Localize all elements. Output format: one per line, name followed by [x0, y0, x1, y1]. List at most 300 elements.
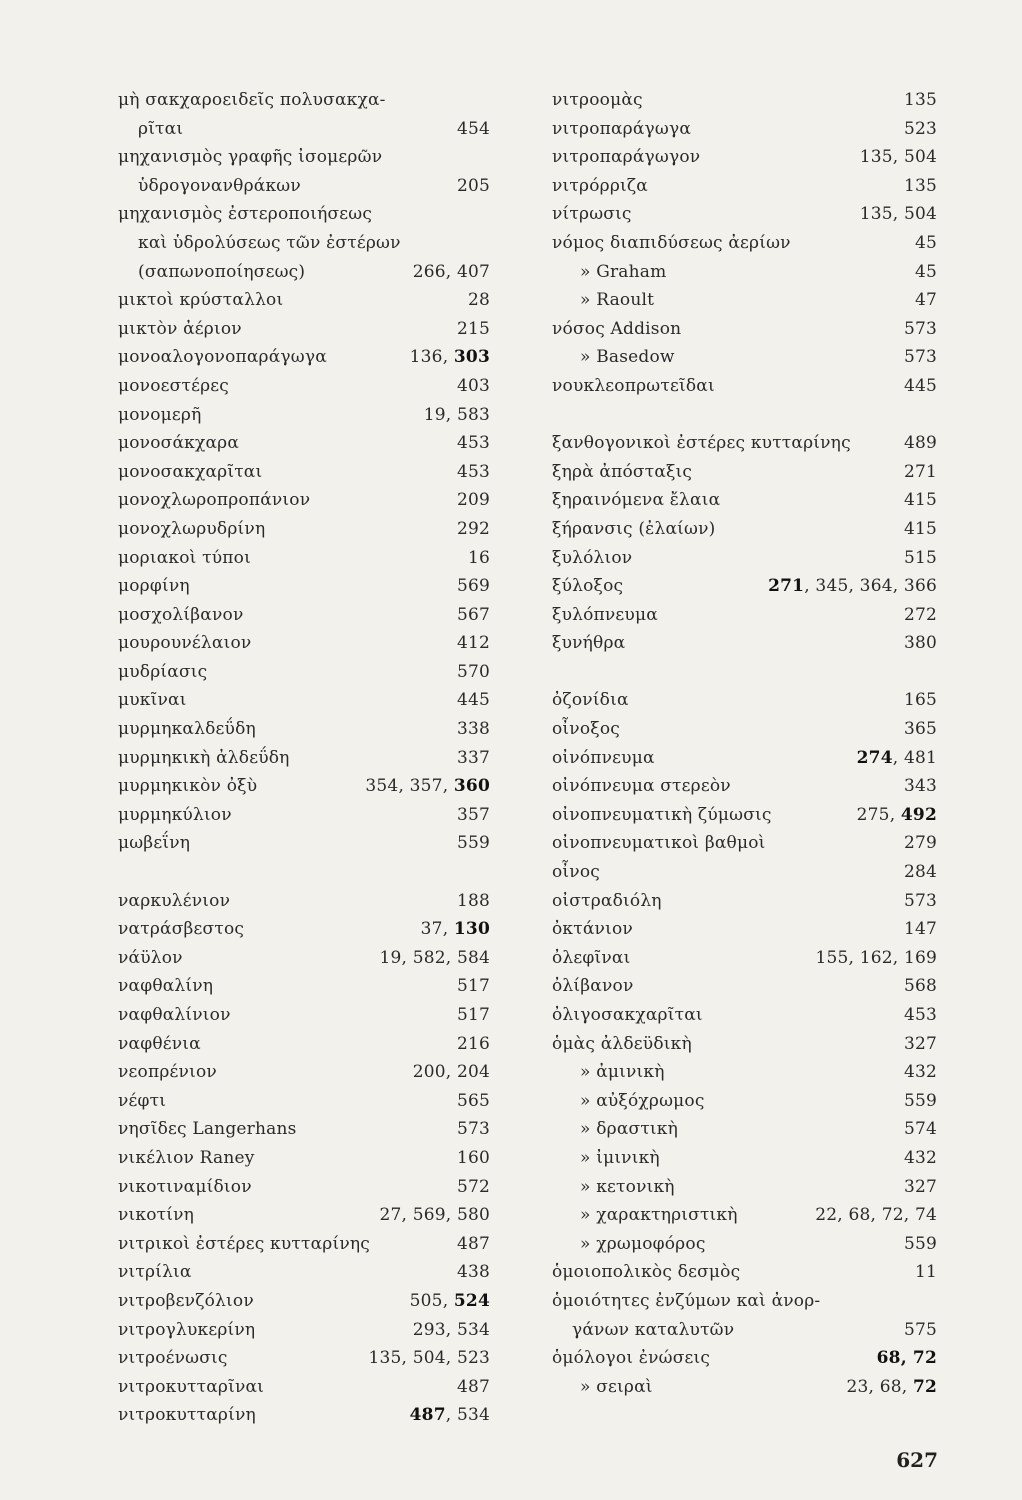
index-pages — [457, 972, 490, 1001]
index-pages — [457, 744, 490, 773]
index-term: μυδρίασις — [118, 661, 208, 682]
page-refs: 27, 569, 580 — [379, 1205, 490, 1226]
index-entry — [118, 343, 490, 372]
index-pages — [815, 1201, 937, 1230]
index-column-left — [118, 86, 490, 1430]
index-entry — [118, 772, 490, 801]
index-term: ξηρὰ ἀπόσταξις — [552, 461, 693, 482]
page-refs: 205 — [456, 175, 490, 196]
bold-page-ref: 303 — [453, 347, 490, 368]
index-pages — [457, 887, 490, 916]
index-term: νάϋλον — [118, 947, 183, 968]
index-term: νιτροομὰς — [552, 90, 643, 110]
index-pages — [457, 629, 490, 658]
index-entry — [118, 944, 490, 973]
index-pages — [457, 115, 490, 144]
index-entry — [118, 1030, 490, 1059]
bold-page-ref: 487 — [409, 1405, 446, 1426]
index-term: ὁμοιοπολικὸς δεσμὸς — [552, 1262, 741, 1283]
index-pages — [457, 801, 490, 830]
page-refs: 45 — [914, 261, 937, 282]
index-pages — [904, 915, 937, 944]
index-entry — [118, 1001, 490, 1030]
index-term: ξύλοξος — [552, 576, 624, 597]
page-refs: 432 — [903, 1147, 937, 1168]
index-term: νίτρωσις — [552, 204, 632, 225]
bold-page-ref: 68, 72 — [876, 1348, 937, 1369]
index-entry — [118, 601, 490, 630]
index-pages — [904, 887, 937, 916]
index-term: ὀλίβανον — [552, 976, 634, 997]
index-pages — [904, 172, 937, 201]
index-entry — [118, 1258, 490, 1287]
index-pages — [421, 915, 490, 944]
index-pages — [846, 1373, 937, 1402]
index-entry — [118, 429, 490, 458]
index-entry — [552, 944, 937, 973]
page-refs: 415 — [903, 490, 937, 511]
index-pages — [457, 315, 490, 344]
index-pages — [877, 1344, 937, 1373]
page-number: 627 — [896, 1448, 938, 1472]
page-refs: 135 — [903, 175, 937, 196]
index-entry — [552, 1344, 937, 1373]
index-term: μὴ σακχαροειδεῖς πολυσακχα- — [118, 90, 386, 110]
index-entry — [552, 1373, 937, 1402]
page-refs: 412 — [456, 633, 490, 654]
index-entry — [552, 429, 937, 458]
page-refs: 453 — [456, 461, 490, 482]
page-refs: , 481 — [892, 747, 937, 768]
index-term: ξυνήθρα — [552, 633, 626, 654]
index-term: νουκλεοπρωτεῖδαι — [552, 375, 715, 396]
index-term: νιτρογλυκερίνη — [118, 1319, 256, 1340]
page-refs: 11 — [914, 1262, 937, 1283]
index-term: ὀλεφῖναι — [552, 947, 631, 968]
page-refs: 135, 504 — [859, 147, 937, 168]
index-term: μορφίνη — [118, 576, 190, 597]
page-refs: 454 — [456, 118, 490, 139]
index-entry — [552, 686, 937, 715]
index-entry — [552, 200, 937, 229]
index-entry — [552, 744, 937, 773]
index-term: » χαρακτηριστικὴ — [580, 1205, 738, 1226]
page-refs: 569 — [456, 576, 490, 597]
page-refs: 523 — [903, 118, 937, 139]
page-refs: 216 — [456, 1033, 490, 1054]
index-pages — [904, 1058, 937, 1087]
index-term: » κετονικὴ — [580, 1176, 675, 1197]
page-refs: 559 — [903, 1233, 937, 1254]
index-pages — [904, 115, 937, 144]
index-term: νικοτίνη — [118, 1205, 195, 1226]
index-term: μονοεστέρες — [118, 375, 229, 396]
page-refs: 515 — [903, 547, 937, 568]
index-pages — [413, 258, 490, 287]
page-refs: 573 — [456, 1119, 490, 1140]
index-term: μονοαλογονοπαράγωγα — [118, 347, 327, 368]
index-pages — [904, 429, 937, 458]
index-entry — [552, 829, 937, 858]
index-entry — [118, 629, 490, 658]
index-pages — [457, 1230, 490, 1259]
index-term: νιτροένωσις — [118, 1348, 228, 1369]
index-entry — [552, 1087, 937, 1116]
index-term: » ἰμινικὴ — [580, 1147, 660, 1168]
index-term: μικτοὶ κρύσταλλοι — [118, 290, 284, 311]
index-term: μονοσακχαρῖται — [118, 461, 263, 482]
page-refs: 275, — [856, 804, 901, 825]
index-pages — [904, 372, 937, 401]
index-term: νιτρίλια — [118, 1262, 192, 1283]
index-term: οἰνοπνευματικὴ ζύμωσις — [552, 804, 772, 825]
index-entry — [552, 601, 937, 630]
index-entry — [118, 486, 490, 515]
index-entry — [552, 972, 937, 1001]
index-pages — [904, 1316, 937, 1345]
page-refs: 135 — [903, 90, 937, 110]
index-pages — [904, 315, 937, 344]
page-refs: 415 — [903, 518, 937, 539]
bold-page-ref: 72 — [912, 1376, 937, 1397]
page-refs: 327 — [903, 1033, 937, 1054]
index-pages — [368, 1344, 490, 1373]
index-section-gap — [552, 401, 937, 430]
bold-page-ref: 130 — [453, 919, 490, 940]
index-pages — [904, 1173, 937, 1202]
index-pages — [904, 601, 937, 630]
page-refs: 16 — [467, 547, 490, 568]
index-term: ξανθογονικοὶ ἐστέρες κυτταρίνης — [552, 433, 851, 454]
index-column-right — [552, 86, 937, 1401]
index-term: οἶνοξος — [552, 719, 620, 740]
bold-page-ref: 274 — [856, 747, 893, 768]
index-pages — [815, 944, 937, 973]
index-entry — [118, 1058, 490, 1087]
index-entry — [118, 1373, 490, 1402]
index-pages — [860, 200, 937, 229]
index-entry — [552, 915, 937, 944]
index-entry — [118, 1144, 490, 1173]
index-entry — [552, 315, 937, 344]
index-term: γάνων καταλυτῶν — [572, 1319, 735, 1340]
index-entry — [118, 1287, 490, 1316]
page-refs: 438 — [456, 1262, 490, 1283]
index-entry — [118, 887, 490, 916]
index-pages — [457, 658, 490, 687]
index-entry — [118, 200, 490, 229]
page-refs: 37, — [420, 919, 454, 940]
index-entry — [118, 143, 490, 172]
index-term: νικέλιον Raney — [118, 1147, 255, 1168]
index-term: νόσος Addison — [552, 318, 682, 339]
index-entry — [552, 229, 937, 258]
index-term: μονοχλωροπροπάνιον — [118, 490, 311, 511]
page-refs: 573 — [903, 347, 937, 368]
index-pages — [457, 1115, 490, 1144]
index-pages — [457, 1144, 490, 1173]
page-refs: 505, — [409, 1290, 454, 1311]
page-refs: 489 — [903, 433, 937, 454]
index-term: » αὐξόχρωμος — [580, 1090, 705, 1111]
index-pages — [457, 601, 490, 630]
page-refs: , 345, 364, 366 — [804, 576, 937, 597]
index-term: ναφθαλίνιον — [118, 1005, 231, 1025]
index-pages — [457, 172, 490, 201]
index-pages — [424, 401, 490, 430]
page-refs: 517 — [456, 1005, 490, 1025]
index-entry — [552, 1173, 937, 1202]
index-entry — [552, 1258, 937, 1287]
index-entry — [118, 686, 490, 715]
bold-page-ref: 360 — [453, 776, 490, 797]
index-term: ξυλόλιον — [552, 547, 633, 568]
index-pages — [860, 143, 937, 172]
page-refs: 574 — [903, 1119, 937, 1140]
index-term: οἰστραδιόλη — [552, 890, 662, 911]
index-entry — [552, 1316, 937, 1345]
index-pages — [904, 772, 937, 801]
index-pages — [904, 1144, 937, 1173]
index-entry — [552, 486, 937, 515]
index-pages — [904, 343, 937, 372]
index-pages — [457, 1373, 490, 1402]
index-pages — [904, 829, 937, 858]
page-refs: 292 — [456, 518, 490, 539]
index-entry — [552, 887, 937, 916]
index-pages — [904, 515, 937, 544]
index-entry — [552, 515, 937, 544]
index-pages — [457, 486, 490, 515]
index-pages — [915, 229, 937, 258]
index-term: μονοχλωρυδρίνη — [118, 518, 266, 539]
page-refs: 343 — [903, 776, 937, 797]
page-refs: 215 — [456, 318, 490, 339]
page-refs: 28 — [467, 290, 490, 311]
index-term: μουρουνέλαιον — [118, 633, 252, 654]
index-entry — [118, 372, 490, 401]
index-entry — [552, 544, 937, 573]
index-term: νατράσβεστος — [118, 919, 245, 940]
index-pages — [410, 1287, 490, 1316]
page-refs: 200, 204 — [412, 1062, 490, 1083]
index-term: νιτροπαράγωγον — [552, 147, 701, 168]
index-entry — [552, 772, 937, 801]
page-refs: 567 — [456, 604, 490, 625]
index-term: νιτροβενζόλιον — [118, 1290, 254, 1311]
index-term: μυρμηκύλιον — [118, 804, 232, 825]
index-entry — [118, 86, 490, 115]
page-refs: 445 — [456, 690, 490, 711]
index-term: μονοσάκχαρα — [118, 433, 240, 454]
page-refs: 573 — [903, 890, 937, 911]
index-entry — [552, 372, 937, 401]
index-pages — [379, 944, 490, 973]
index-term: μυρμηκικὴ ἀλδεΰδη — [118, 747, 290, 768]
page-refs: 453 — [456, 433, 490, 454]
index-entry — [118, 229, 490, 258]
index-pages — [457, 1087, 490, 1116]
page-refs: 365 — [903, 719, 937, 740]
index-term: οἰνόπνευμα — [552, 747, 655, 768]
index-term: μονομερῆ — [118, 404, 202, 425]
index-term: νιτρικοὶ ἐστέρες κυτταρίνης — [118, 1233, 371, 1254]
index-entry — [552, 86, 937, 115]
index-entry — [552, 1058, 937, 1087]
page-refs: 135, 504 — [859, 204, 937, 225]
index-entry — [118, 715, 490, 744]
index-entry — [552, 172, 937, 201]
index-entry — [552, 143, 937, 172]
index-term: » Raoult — [580, 290, 655, 311]
index-section-gap — [552, 658, 937, 687]
index-pages — [457, 1258, 490, 1287]
index-pages — [457, 458, 490, 487]
index-term: ὀκτάνιον — [552, 919, 633, 940]
index-pages — [904, 1001, 937, 1030]
index-term: μικτὸν ἀέριον — [118, 318, 242, 339]
index-pages — [457, 1030, 490, 1059]
bold-page-ref: 492 — [900, 804, 937, 825]
page-refs: 272 — [903, 604, 937, 625]
index-term: νιτροπαράγωγα — [552, 118, 692, 139]
index-term: » δραστικὴ — [580, 1119, 678, 1140]
index-entry — [118, 258, 490, 287]
index-entry — [118, 172, 490, 201]
index-pages — [768, 572, 937, 601]
index-entry — [118, 1230, 490, 1259]
page-refs: 487 — [456, 1376, 490, 1397]
index-term: ὀλιγοσακχαρῖται — [552, 1005, 703, 1025]
page-refs: 517 — [456, 976, 490, 997]
index-term: ὁμόλογοι ἐνώσεις — [552, 1348, 711, 1369]
index-entry — [552, 343, 937, 372]
page-refs: 403 — [456, 375, 490, 396]
index-pages — [457, 1001, 490, 1030]
index-term: ὁμοιότητες ἐνζύμων καὶ ἀνορ- — [552, 1290, 821, 1311]
index-pages — [457, 686, 490, 715]
index-pages — [904, 715, 937, 744]
index-pages — [457, 515, 490, 544]
index-entry — [552, 1201, 937, 1230]
index-pages — [915, 1258, 937, 1287]
page-refs: 570 — [456, 661, 490, 682]
index-pages — [410, 1401, 490, 1430]
page-refs: 354, 357, — [365, 776, 454, 797]
page-refs: 572 — [456, 1176, 490, 1197]
index-entry — [552, 1001, 937, 1030]
page-refs: 147 — [903, 919, 937, 940]
page-refs: 188 — [456, 890, 490, 911]
page-refs: 380 — [903, 633, 937, 654]
page-refs: 135, 504, 523 — [368, 1348, 490, 1369]
page-refs: 160 — [456, 1147, 490, 1168]
index-term: μοσχολίβανον — [118, 604, 244, 625]
index-entry — [552, 801, 937, 830]
index-term: ξήρανσις (ἐλαίων) — [552, 518, 716, 539]
index-entry — [118, 658, 490, 687]
index-term: μοριακοὶ τύποι — [118, 547, 251, 568]
page-refs: 136, — [409, 347, 454, 368]
index-term: μηχανισμὸς γραφῆς ἰσομερῶν — [118, 147, 383, 168]
index-pages — [468, 286, 490, 315]
index-entry — [118, 1401, 490, 1430]
index-entry — [118, 1344, 490, 1373]
index-term: ὑδρογονανθράκων — [138, 175, 301, 196]
index-pages — [468, 544, 490, 573]
index-pages — [904, 1115, 937, 1144]
index-pages — [904, 1230, 937, 1259]
index-term: νιτρόρριζα — [552, 175, 648, 196]
index-term: » ἀμινικὴ — [580, 1062, 665, 1083]
page-refs: 19, 582, 584 — [379, 947, 490, 968]
page-refs: 266, 407 — [412, 261, 490, 282]
page-refs: 565 — [456, 1090, 490, 1111]
page-refs: 487 — [456, 1233, 490, 1254]
index-pages — [410, 343, 490, 372]
index-pages — [457, 372, 490, 401]
index-section-gap — [118, 858, 490, 887]
page-refs: 338 — [456, 719, 490, 740]
index-term: μυρμηκαλδεΰδη — [118, 719, 256, 740]
page-refs: 284 — [903, 862, 937, 883]
index-pages — [904, 972, 937, 1001]
index-entry — [118, 801, 490, 830]
index-entry — [118, 1087, 490, 1116]
index-entry — [118, 458, 490, 487]
index-term: οἰνόπνευμα στερεὸν — [552, 776, 731, 797]
index-entry — [118, 544, 490, 573]
index-term: ξυλόπνευμα — [552, 604, 658, 625]
index-term: νιτροκυτταρῖναι — [118, 1376, 265, 1397]
index-entry — [552, 1030, 937, 1059]
index-entry — [118, 972, 490, 1001]
index-term: ναρκυλένιον — [118, 890, 231, 911]
index-pages — [904, 629, 937, 658]
index-entry — [118, 115, 490, 144]
page-refs: 293, 534 — [412, 1319, 490, 1340]
index-term: νεοπρένιον — [118, 1062, 217, 1083]
page-refs: 559 — [456, 833, 490, 854]
page-refs: 357 — [456, 804, 490, 825]
index-entry — [552, 629, 937, 658]
page-refs: 45 — [914, 232, 937, 253]
index-term: μυρμηκικὸν ὀξὺ — [118, 776, 258, 797]
index-term: » σειραὶ — [580, 1376, 653, 1397]
index-term: καὶ ὑδρολύσεως τῶν ἐστέρων — [138, 232, 401, 253]
index-entry — [552, 1287, 937, 1316]
page-refs: 271 — [903, 461, 937, 482]
index-pages — [457, 829, 490, 858]
index-term: » Graham — [580, 261, 667, 282]
index-entry — [118, 315, 490, 344]
index-pages — [379, 1201, 490, 1230]
index-pages — [904, 858, 937, 887]
index-entry — [118, 286, 490, 315]
index-term: (σαπωνοποίησεως) — [138, 261, 306, 282]
index-pages — [904, 86, 937, 115]
page-refs: 23, 68, — [846, 1376, 913, 1397]
index-entry — [552, 286, 937, 315]
bold-page-ref: 271 — [768, 576, 805, 597]
index-pages — [915, 286, 937, 315]
index-pages — [457, 1173, 490, 1202]
page-refs: 432 — [903, 1062, 937, 1083]
page-refs: 155, 162, 169 — [815, 947, 937, 968]
page-refs: 47 — [914, 290, 937, 311]
index-pages — [457, 429, 490, 458]
index-term: οἰνοπνευματικοὶ βαθμοὶ — [552, 833, 766, 854]
